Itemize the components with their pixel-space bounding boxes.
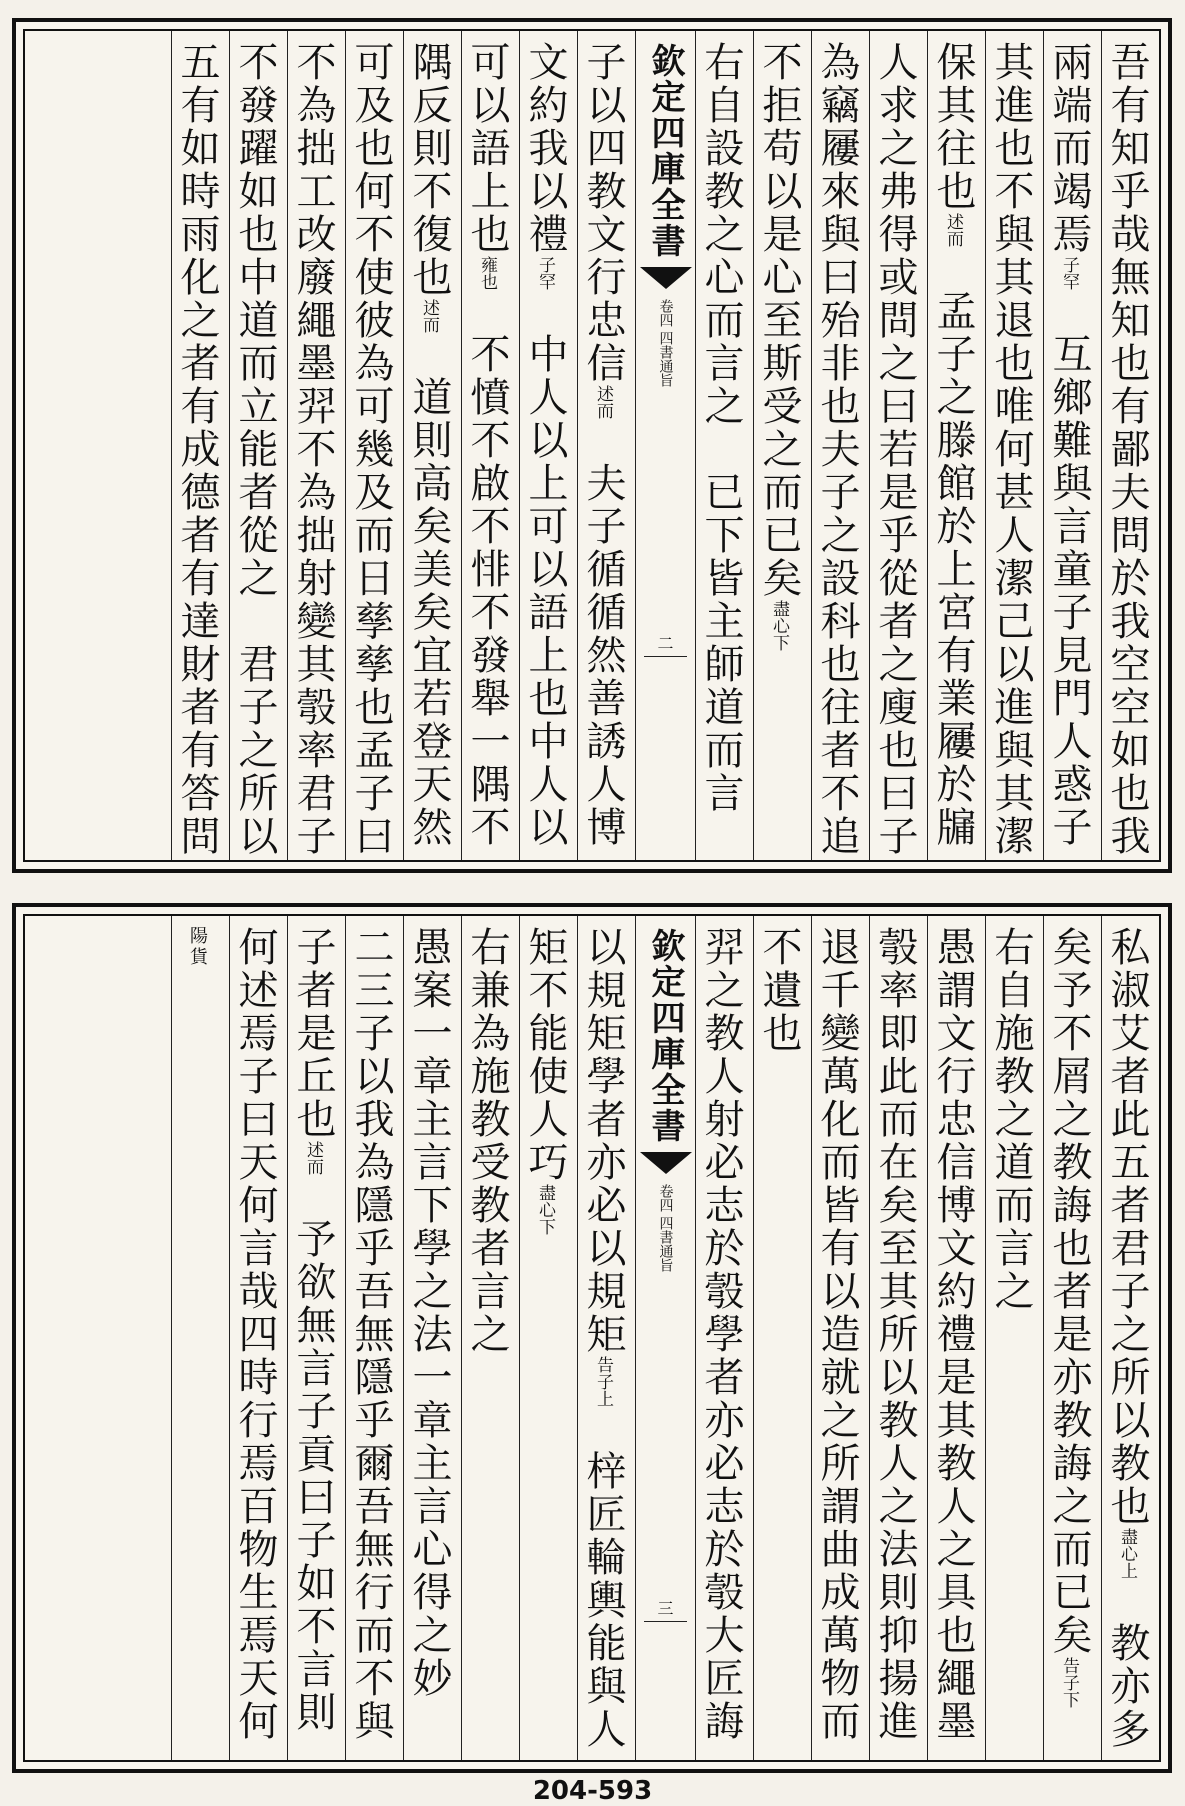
column-text: 其進也不與其退也唯何甚人潔己以進與其潔 <box>988 41 1034 858</box>
text-column <box>1101 31 1159 860</box>
text-column <box>869 31 927 860</box>
spine-book-title <box>658 299 674 387</box>
text-column <box>229 916 287 1760</box>
column-text: 不發躍如也中道而立能者從之 <box>232 41 278 600</box>
column-text: 可及也何不使彼為可幾及而日孳孳也孟子曰 <box>348 41 394 858</box>
spine-book-line: 四書通旨 <box>657 1216 674 1272</box>
column-text: 隅反則不復也 <box>406 41 452 299</box>
text-column <box>287 916 345 1760</box>
column-text-continued: 孟子之滕館於上宮有業屨於牖 <box>930 290 976 849</box>
column-text: 右兼為施教受教者言之 <box>464 926 510 1356</box>
text-column <box>519 916 577 1760</box>
page-top <box>12 18 1172 873</box>
column-text-continued: 不憤不啟不悱不發舉一隅不 <box>464 333 510 849</box>
text-column <box>753 31 811 860</box>
text-column <box>287 31 345 860</box>
text-column <box>577 31 635 860</box>
source-annotation: 子罕 <box>1059 256 1079 290</box>
spine-book-line: 四書通旨 <box>657 331 674 387</box>
column-text: 矣予不屑之教誨也者是亦教誨之而已矣 <box>1046 926 1092 1657</box>
text-column <box>869 916 927 1760</box>
column-text: 為竊屨來與曰殆非也夫子之設科也往者不追 <box>814 41 860 858</box>
fish-tail-mark <box>640 267 692 289</box>
column-text-continued: 道則高矣美矣宜若登天然 <box>406 376 452 849</box>
column-text: 人求之弗得或問之曰若是乎從者之廋也曰子 <box>872 41 918 858</box>
text-column <box>753 916 811 1760</box>
bottom-text-frame <box>23 914 1161 1762</box>
spine-title: 欽定四庫全書 <box>645 928 685 1144</box>
text-column <box>229 31 287 860</box>
center-spine <box>635 916 695 1760</box>
text-column <box>577 916 635 1760</box>
text-column <box>519 31 577 860</box>
column-text: 二三子以我為隱乎吾無隱乎爾吾無行而不與 <box>348 926 394 1743</box>
source-annotation: 告子下 <box>1059 1657 1079 1708</box>
column-text: 羿之教人射必志於彀學者亦必志於彀大匠誨 <box>698 926 744 1743</box>
column-text: 退千變萬化而皆有以造就之所謂曲成萬物而 <box>814 926 860 1743</box>
column-text: 兩端而竭焉 <box>1046 41 1092 256</box>
column-text-continued: 已下皆主師道而言 <box>698 471 744 815</box>
text-column <box>461 916 519 1760</box>
top-text-frame <box>23 29 1161 862</box>
page-bottom <box>12 903 1172 1773</box>
column-text: 不拒苟以是心至斯受之而已矣 <box>756 41 802 600</box>
text-column <box>927 31 985 860</box>
text-column <box>345 916 403 1760</box>
column-text-continued: 夫子循循然善誘人博 <box>580 462 626 849</box>
column-text: 右自施教之道而言之 <box>988 926 1034 1313</box>
text-column <box>985 916 1043 1760</box>
text-column <box>985 31 1043 860</box>
source-annotation: 盡心上 <box>1117 1528 1137 1579</box>
text-column <box>1043 31 1101 860</box>
column-text: 五有如時雨化之者有成德者有達財者有答問 <box>174 41 220 858</box>
fish-tail-mark <box>640 1152 692 1174</box>
column-text: 吾有知乎哉無知也有鄙夫問於我空空如也我 <box>1104 41 1150 858</box>
column-text: 以規矩學者亦必以規矩 <box>580 926 626 1356</box>
column-text: 子以四教文行忠信 <box>580 41 626 385</box>
column-text-continued: 教亦多 <box>1104 1622 1150 1751</box>
text-column <box>171 916 229 1760</box>
column-text: 可以語上也 <box>464 41 510 256</box>
center-spine <box>635 31 695 860</box>
source-annotation: 盡心下 <box>769 600 789 651</box>
column-text: 何述焉子曰天何言哉四時行焉百物生焉天何 <box>232 926 278 1743</box>
source-annotation: 述而 <box>593 385 613 419</box>
column-text: 保其往也 <box>930 41 976 213</box>
column-text: 愚謂文行忠信博文約禮是其教人之具也繩墨 <box>930 926 976 1743</box>
side-chapter-label: 陽貨 <box>187 926 208 968</box>
text-column <box>403 916 461 1760</box>
source-annotation: 述而 <box>943 213 963 247</box>
column-text-continued: 君子之所以 <box>232 643 278 858</box>
text-column <box>1043 916 1101 1760</box>
column-text: 愚案一章主言下學之法一章主言心得之妙 <box>406 926 452 1700</box>
source-annotation: 盡心下 <box>535 1184 555 1235</box>
text-column <box>695 916 753 1760</box>
source-annotation: 告子上 <box>593 1356 613 1407</box>
source-annotation: 述而 <box>303 1141 323 1175</box>
text-column <box>1101 916 1159 1760</box>
spine-book-title <box>658 1184 674 1272</box>
column-text: 不為拙工改廢繩墨羿不為拙射變其彀率君子 <box>290 41 336 858</box>
column-text: 矩不能使人巧 <box>522 926 568 1184</box>
column-text-continued: 互鄉難與言童子見門人惑子 <box>1046 333 1092 849</box>
leaf-number: 二 <box>657 634 674 653</box>
source-annotation: 雍也 <box>477 256 497 290</box>
spine-book-line: 卷四 <box>657 299 674 327</box>
column-text-continued: 予欲無言子貢曰子如不言則 <box>290 1218 336 1734</box>
spine-rule <box>644 656 687 657</box>
column-text-continued: 梓匠輪輿能與人 <box>580 1450 626 1751</box>
column-text: 子者是丘也 <box>290 926 336 1141</box>
spine-book-line: 卷四 <box>657 1184 674 1212</box>
leaf-number: 三 <box>657 1599 674 1618</box>
column-text: 彀率即此而在矣至其所以教人之法則抑揚進 <box>872 926 918 1743</box>
text-column <box>345 31 403 860</box>
column-text: 不遺也 <box>756 926 802 1055</box>
spine-title: 欽定四庫全書 <box>645 43 685 259</box>
text-column <box>461 31 519 860</box>
text-column <box>171 31 229 860</box>
text-column <box>927 916 985 1760</box>
source-annotation: 子罕 <box>535 256 555 290</box>
text-column <box>695 31 753 860</box>
page-number-footer: 204-593 <box>532 1776 653 1806</box>
source-annotation: 述而 <box>419 299 439 333</box>
column-text-continued: 中人以上可以語上也中人以 <box>522 333 568 849</box>
column-text: 私淑艾者此五者君子之所以教也 <box>1104 926 1150 1528</box>
column-text: 右自設教之心而言之 <box>698 41 744 428</box>
text-column <box>811 31 869 860</box>
text-column <box>811 916 869 1760</box>
spine-rule <box>644 1621 687 1622</box>
text-column <box>403 31 461 860</box>
column-text: 文約我以禮 <box>522 41 568 256</box>
